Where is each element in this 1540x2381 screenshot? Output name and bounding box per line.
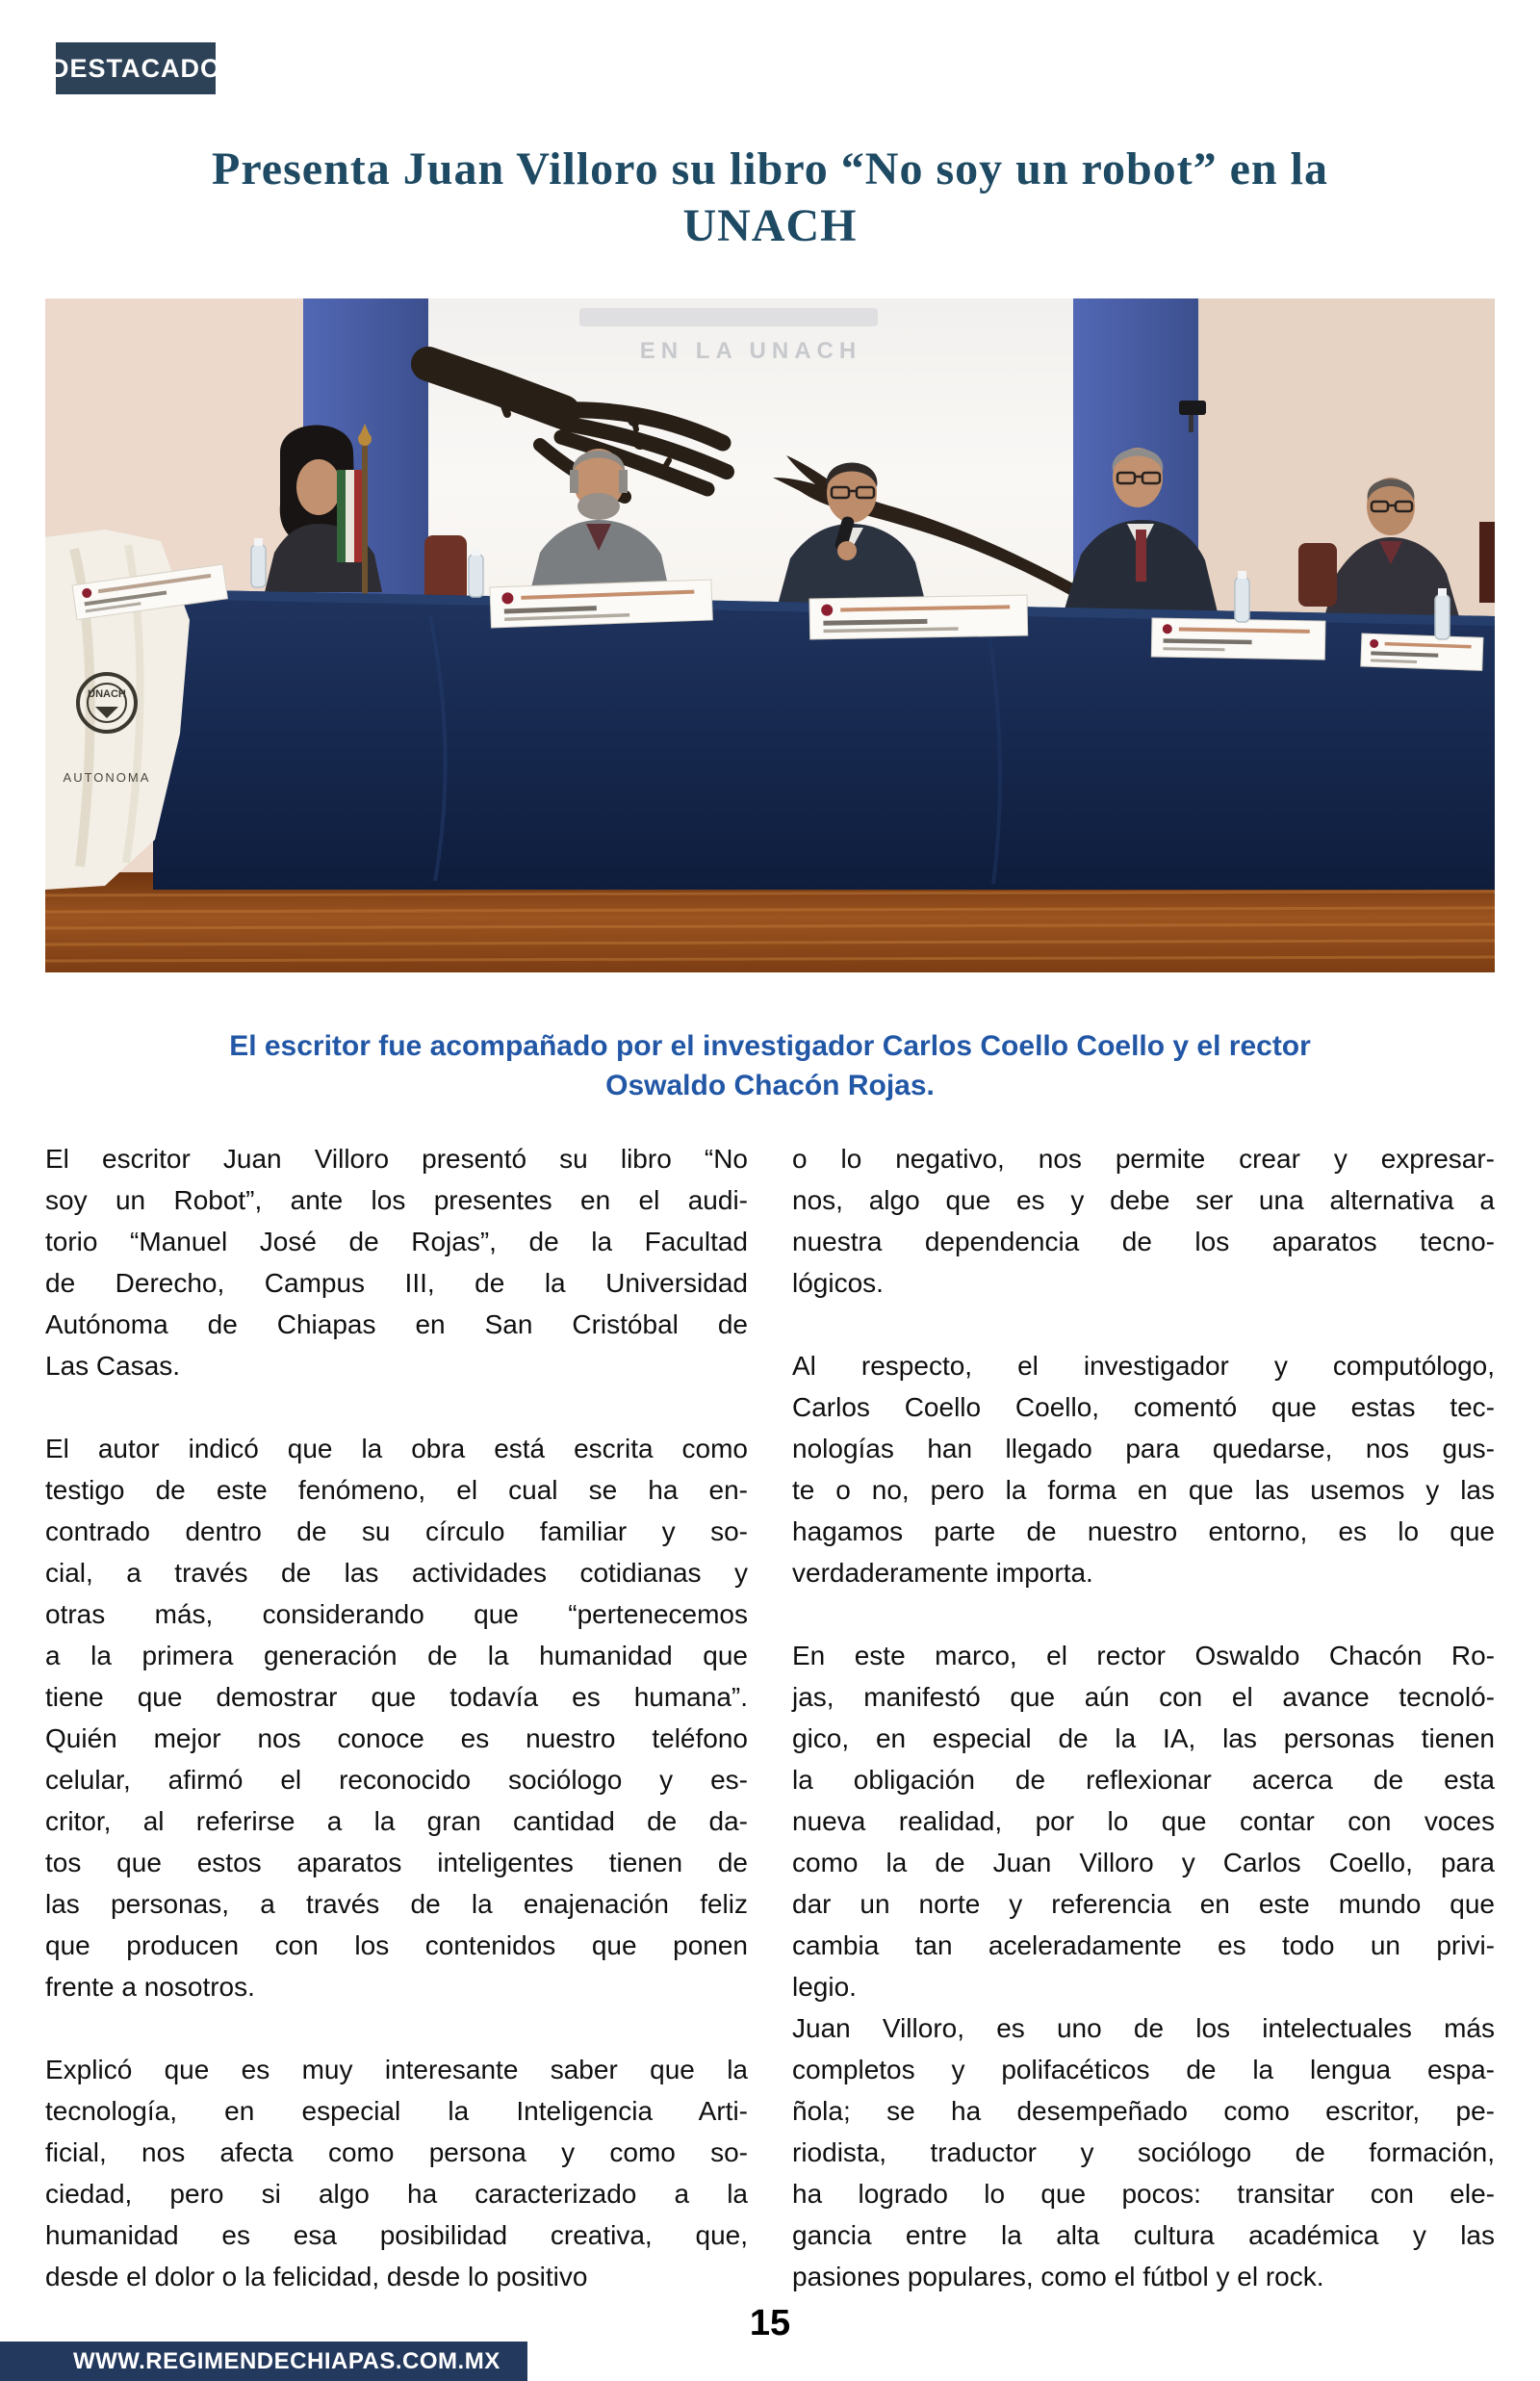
body-line: tecnología, en especial la Inteligencia Arti-: [45, 2096, 748, 2126]
body-line: critor, al referirse a la gran cantidad de da-: [45, 1806, 748, 1836]
headline-line-2: UNACH: [682, 200, 858, 251]
body-line: riodista, traductor y sociólogo de formación,: [792, 2137, 1495, 2167]
body-line: ficial, nos afecta como persona y como so-: [45, 2137, 748, 2167]
paragraph: [45, 2049, 748, 2297]
section-badge: DESTACADO: [56, 42, 216, 94]
body-line: completos y polifacéticos de la lengua espa-: [792, 2055, 1495, 2084]
body-line: nologías han llegado para quedarse, nos gus-: [792, 1434, 1495, 1463]
flag-seal-text: UNACH: [88, 688, 126, 700]
paragraph: [45, 1428, 748, 2007]
footer-url: WWW.REGIMENDECHIAPAS.COM.MX: [73, 2347, 500, 2374]
name-card: [809, 595, 1028, 639]
paragraph: [792, 2007, 1495, 2297]
water-bottle: [1435, 588, 1450, 639]
chair-back: [1298, 543, 1337, 607]
body-line: que producen con los contenidos que ponen: [45, 1930, 748, 1960]
body-line: gico, en especial de la IA, las personas tienen: [792, 1723, 1495, 1753]
body-line: contrado dentro de su círculo familiar y so-: [45, 1516, 748, 1546]
body-line: como la de Juan Villoro y Carlos Coello, para: [792, 1848, 1495, 1877]
water-bottle: [469, 548, 483, 597]
body-line: gancia entre la alta cultura académica y las: [792, 2220, 1495, 2250]
event-photo: [45, 298, 1495, 972]
body-line: jas, manifestó que aún con el avance tecnoló-: [792, 1682, 1495, 1712]
body-line: desde el dolor o la felicidad, desde lo positivo: [45, 2262, 588, 2291]
screen-blurred-title: [579, 308, 878, 326]
body-line: cambia tan aceleradamente es todo un privi-: [792, 1930, 1495, 1960]
body-line: las personas, a través de la enajenación feliz: [45, 1889, 748, 1919]
photo-caption-line-1: El escritor fue acompañado por el investigador Carlos Coello Coello y el rector: [229, 1030, 1311, 1062]
event-photo-illustration: [45, 298, 1495, 972]
body-line: lógicos.: [792, 1268, 884, 1298]
photo-caption: [58, 1026, 1482, 1105]
paragraph: [792, 1345, 1495, 1593]
body-line: nueva realidad, por lo que contar con voces: [792, 1806, 1495, 1836]
chair-back: [1479, 522, 1495, 603]
body-line: tos que estos aparatos inteligentes tienen de: [45, 1848, 748, 1877]
photo-caption-line-2: Oswaldo Chacón Rojas.: [605, 1070, 935, 1101]
flag-autonoma-text: AUTONOMA: [63, 770, 151, 785]
body-line: Juan Villoro, es uno de los intelectuales más: [792, 2013, 1495, 2043]
body-line: torio “Manuel José de Rojas”, de la Facultad: [45, 1227, 748, 1256]
body-line: Al respecto, el investigador y computólogo,: [792, 1351, 1495, 1381]
name-card: [1361, 634, 1483, 670]
body-line: ciedad, pero si algo ha caracterizado a la: [45, 2179, 748, 2209]
paragraph: [45, 1138, 748, 1386]
body-line: hagamos parte de nuestro entorno, es lo que: [792, 1516, 1495, 1546]
body-line: El autor indicó que la obra está escrita como: [45, 1434, 748, 1463]
body-line: celular, afirmó el reconocido sociólogo y es-: [45, 1765, 748, 1795]
body-line: humanidad es esa posibilidad creativa, que,: [45, 2220, 748, 2250]
body-line: nos, algo que es y debe ser una alternativa a: [792, 1185, 1495, 1215]
paragraph: [792, 1635, 1495, 2007]
chair-back: [424, 535, 467, 603]
headline-line-1: Presenta Juan Villoro su libro “No soy un robot” en la: [212, 143, 1328, 194]
body-line: a la primera generación de la humanidad que: [45, 1641, 748, 1670]
screen-caption-text: EN LA UNACH: [639, 338, 862, 364]
body-line: o lo negativo, nos permite crear y expresar-: [792, 1144, 1495, 1174]
water-bottle: [1235, 571, 1249, 622]
body-line: dar un norte y referencia en este mundo que: [792, 1889, 1495, 1919]
body-line: cial, a través de las actividades cotidianas y: [45, 1558, 748, 1588]
footer-bar: [0, 2342, 527, 2381]
body-line: verdaderamente importa.: [792, 1558, 1093, 1588]
name-card: [490, 580, 712, 628]
body-line: pasiones populares, como el fútbol y el rock.: [792, 2262, 1324, 2291]
body-line: Quién mejor nos conoce es nuestro teléfono: [45, 1723, 748, 1753]
body-line: la obligación de reflexionar acerca de esta: [792, 1765, 1495, 1795]
body-line: legio.: [792, 1972, 857, 2002]
body-line: otras más, considerando que “pertenecemos: [45, 1599, 748, 1629]
page-number: 15: [749, 2303, 791, 2343]
body-line: soy un Robot”, ante los presentes en el audi-: [45, 1185, 748, 1215]
body-line: Explicó que es muy interesante saber que la: [45, 2055, 748, 2084]
body-line: de Derecho, Campus III, de la Universidad: [45, 1268, 748, 1298]
body-line: Las Casas.: [45, 1351, 181, 1381]
body-line: frente a nosotros.: [45, 1972, 255, 2002]
name-card: [1151, 618, 1325, 660]
body-line: Carlos Coello Coello, comentó que estas tec-: [792, 1392, 1495, 1422]
body-line: testigo de este fenómeno, el cual se ha en-: [45, 1475, 748, 1505]
body-line: te o no, pero la forma en que las usemos y las: [792, 1475, 1495, 1505]
water-bottle: [251, 538, 266, 587]
body-line: ha logrado lo que pocos: transitar con ele-: [792, 2179, 1495, 2209]
body-line: Autónoma de Chiapas en San Cristóbal de: [45, 1309, 748, 1339]
body-line: ñola; se ha desempeñado como escritor, pe-: [792, 2096, 1495, 2126]
article-body: [45, 1138, 1495, 2297]
body-line: En este marco, el rector Oswaldo Chacón Ro-: [792, 1641, 1495, 1670]
body-line: tiene que demostrar que todavía es humana”.: [45, 1682, 748, 1712]
page-title: [77, 141, 1463, 254]
article-column-right: [792, 1138, 1495, 2297]
body-line: nuestra dependencia de los aparatos tecno-: [792, 1227, 1495, 1256]
article-column-left: [45, 1138, 748, 2297]
paragraph: [792, 1138, 1495, 1304]
body-line: El escritor Juan Villoro presentó su libro “No: [45, 1144, 748, 1174]
